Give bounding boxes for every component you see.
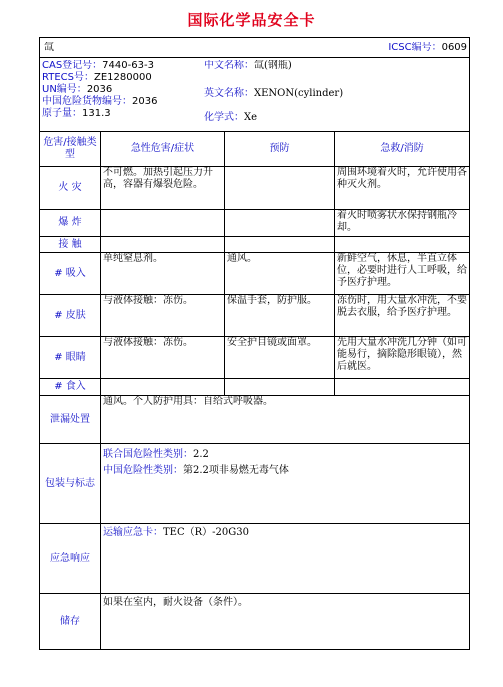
row-ingest-prevent — [225, 379, 335, 396]
header-acute: 急性危害/症状 — [101, 132, 225, 167]
storage-text: 如果在室内，耐火设备（条件）。 — [101, 594, 470, 650]
un-number: 2036 — [86, 84, 113, 95]
row-skin-aid: 冻伤时，用大量水冲洗，不要脱去衣服，给予医疗护理。 — [335, 295, 470, 337]
row-contact — [40, 237, 470, 253]
row-explosion — [40, 210, 470, 237]
row-contact-aid — [335, 237, 470, 253]
row-eyes — [40, 337, 470, 379]
cn-class-label: 中国危险性类别： — [103, 465, 183, 476]
row-contact-prevent — [225, 237, 335, 253]
formula-label: 化学式： — [204, 112, 244, 123]
formula: Xe — [244, 112, 258, 123]
mw-label: 原子量： — [42, 108, 82, 119]
packaging-label: 包装与标志 — [40, 444, 101, 524]
row-explosion-acute — [101, 210, 225, 237]
row-explosion-aid: 着火时喷雾状水保持钢瓶冷却。 — [335, 210, 470, 237]
row-fire-acute: 不可燃。加热引起压力升高，容器有爆裂危险。 — [101, 167, 225, 210]
name-row — [40, 38, 470, 58]
chemical-name: 氙 — [44, 41, 54, 53]
row-inhale-prevent: 通风。 — [225, 253, 335, 295]
en-name: XENON(cylinder) — [254, 88, 344, 99]
un-class-label: 联合国危险性类别： — [103, 449, 193, 460]
icsc-number: 0609 — [441, 41, 468, 53]
spill-label: 泄漏处置 — [40, 396, 101, 444]
header-aid: 急救/消防 — [335, 132, 470, 167]
row-eyes-label: # 眼睛 — [40, 337, 101, 379]
rtecs-number: ZE1280000 — [93, 72, 152, 83]
row-emergency — [40, 524, 470, 594]
rtecs-label: RTECS号： — [42, 72, 94, 83]
row-fire-aid: 周围环境着火时，允许使用各种灭火剂。 — [335, 167, 470, 210]
row-skin — [40, 295, 470, 337]
header-row — [40, 132, 470, 167]
row-inhale-aid: 新鲜空气，休息，半直立体位，必要时进行人工呼吸，给予医疗护理。 — [335, 253, 470, 295]
header-prevent: 预防 — [225, 132, 335, 167]
row-fire-prevent — [225, 167, 335, 210]
row-packaging — [40, 444, 470, 524]
row-storage — [40, 594, 470, 650]
atomic-weight: 131.3 — [82, 108, 111, 119]
cn-class: 第2.2项非易燃无毒气体 — [183, 465, 289, 476]
row-ingest — [40, 379, 470, 396]
emergency-label: 应急响应 — [40, 524, 101, 594]
row-explosion-prevent — [225, 210, 335, 237]
row-inhale-label: # 吸入 — [40, 253, 101, 295]
row-eyes-acute: 与液体接触：冻伤。 — [101, 337, 225, 379]
un-label: UN编号： — [42, 84, 87, 95]
spill-text: 通风。个人防护用具：自给式呼吸器。 — [101, 396, 470, 444]
row-ingest-acute — [101, 379, 225, 396]
identification-row — [40, 58, 470, 132]
header-type: 危害/接触类型 — [40, 132, 101, 167]
row-skin-acute: 与液体接触：冻伤。 — [101, 295, 225, 337]
storage-label: 储存 — [40, 594, 101, 650]
cas-number: 7440-63-3 — [102, 60, 154, 71]
row-spill — [40, 396, 470, 444]
row-contact-acute — [101, 237, 225, 253]
row-fire — [40, 167, 470, 210]
en-name-label: 英文名称： — [204, 88, 254, 99]
emergency-card-label: 运输应急卡： — [103, 527, 163, 538]
row-eyes-aid: 先用大量水冲洗几分钟（如可能易行，摘除隐形眼镜），然后就医。 — [335, 337, 470, 379]
row-fire-label: 火 灾 — [40, 167, 101, 210]
cn-dg-label: 中国危险货物编号： — [42, 96, 132, 107]
row-eyes-prevent: 安全护目镜或面罩。 — [225, 337, 335, 379]
emergency-card: TEC（R）-20G30 — [163, 527, 249, 538]
cn-name-label: 中文名称： — [204, 60, 254, 71]
row-skin-label: # 皮肤 — [40, 295, 101, 337]
row-contact-label: 接 触 — [40, 237, 101, 253]
cn-dg-number: 2036 — [132, 96, 158, 107]
icsc-label: ICSC编号： — [388, 41, 442, 53]
cn-name: 氙(钢瓶) — [254, 60, 292, 71]
row-explosion-label: 爆 炸 — [40, 210, 101, 237]
cas-label: CAS登记号： — [42, 60, 103, 71]
un-class: 2.2 — [193, 449, 209, 460]
row-ingest-aid — [335, 379, 470, 396]
row-skin-prevent: 保温手套，防护服。 — [225, 295, 335, 337]
card-title: 国际化学品安全卡 — [187, 11, 316, 29]
safety-card-table — [39, 37, 470, 650]
row-inhale — [40, 253, 470, 295]
row-ingest-label: # 食入 — [40, 379, 101, 396]
row-inhale-acute: 单纯窒息剂。 — [101, 253, 225, 295]
